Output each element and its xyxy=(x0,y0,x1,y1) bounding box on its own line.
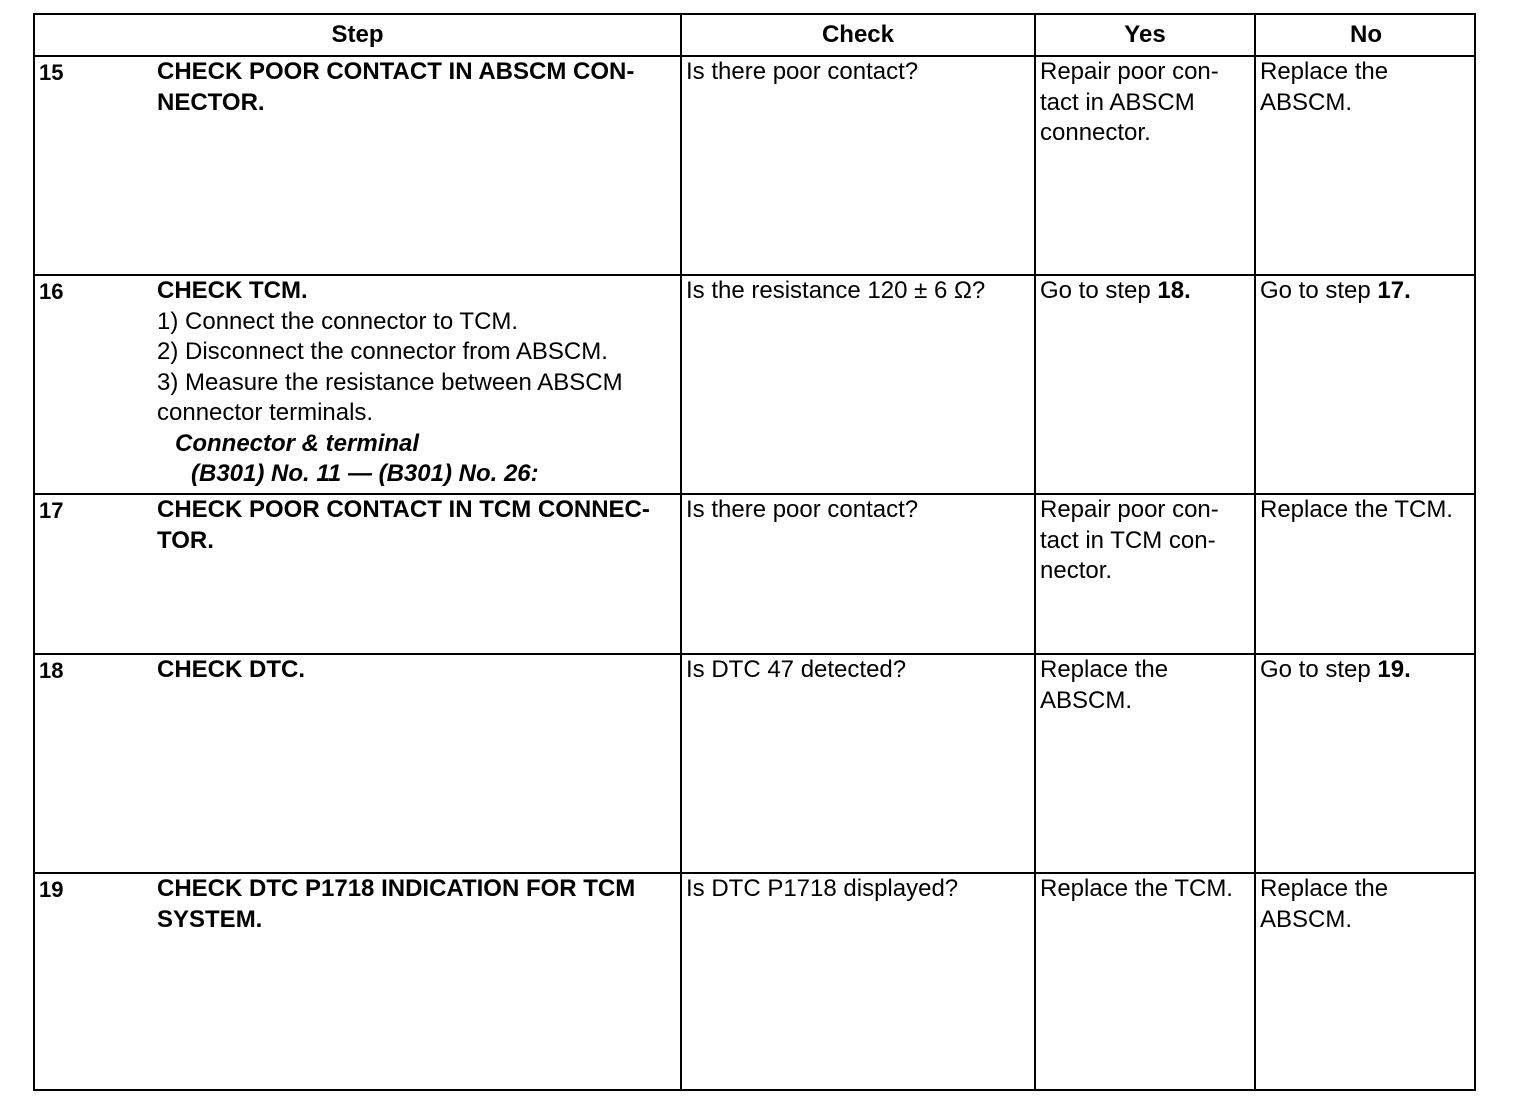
yes-action: Replace the TCM. xyxy=(1040,875,1233,902)
header-yes: Yes xyxy=(1124,21,1166,48)
header-no: No xyxy=(1350,21,1382,48)
no-action: Go to step 17. xyxy=(1260,277,1411,304)
step-title: CHECK POOR CONTACT IN ABSCM CON- NECTOR. xyxy=(157,58,635,116)
step-number: 16 xyxy=(39,279,64,304)
check-question: Is there poor contact? xyxy=(686,58,919,85)
no-action: Go to step 19. xyxy=(1260,656,1411,683)
no-action: Replace the ABSCM. xyxy=(1260,875,1389,933)
step-title: CHECK TCM. xyxy=(157,277,308,304)
check-question: Is DTC P1718 displayed? xyxy=(686,875,959,902)
procedure-step: 1) Connect the connector to TCM. xyxy=(157,307,519,335)
step-procedure xyxy=(157,276,623,490)
column-divider xyxy=(680,15,682,1089)
procedure-step: connector terminals. xyxy=(157,399,374,426)
check-question: Is DTC 47 detected? xyxy=(686,656,907,683)
step-number: 18 xyxy=(39,658,64,683)
procedure-step: 2) Disconnect the connector from ABSCM. xyxy=(157,338,608,365)
header-check: Check xyxy=(821,21,895,48)
troubleshooting-table xyxy=(33,13,1476,1091)
step-title: CHECK POOR CONTACT IN TCM CONNEC- TOR. xyxy=(157,496,650,554)
check-question: Is there poor contact? xyxy=(686,496,919,523)
no-action: Replace the TCM. xyxy=(1260,496,1453,523)
column-divider xyxy=(1254,15,1256,1089)
yes-action: Go to step 18. xyxy=(1040,277,1191,304)
spec-label: Connector & terminal xyxy=(175,429,420,457)
step-title: CHECK DTC. xyxy=(157,656,305,683)
yes-action: Repair poor con- tact in ABSCM connector. xyxy=(1040,58,1219,146)
step-number: 19 xyxy=(39,877,64,902)
check-question: Is the resistance 120 ± 6 Ω? xyxy=(686,277,986,304)
step-number: 15 xyxy=(39,60,64,85)
step-number: 17 xyxy=(39,498,64,523)
yes-action: Replace the ABSCM. xyxy=(1040,656,1169,714)
no-action: Replace the ABSCM. xyxy=(1260,58,1389,116)
step-title: CHECK DTC P1718 INDICATION FOR TCM SYSTEM. xyxy=(157,875,636,933)
column-divider xyxy=(1034,15,1036,1089)
spec-value: (B301) No. 11 — (B301) No. 26: xyxy=(191,460,539,487)
header-step: Step xyxy=(331,21,384,48)
yes-action: Repair poor con- tact in TCM con- nector. xyxy=(1040,496,1219,584)
procedure-step: 3) Measure the resistance between ABSCM xyxy=(157,368,623,396)
